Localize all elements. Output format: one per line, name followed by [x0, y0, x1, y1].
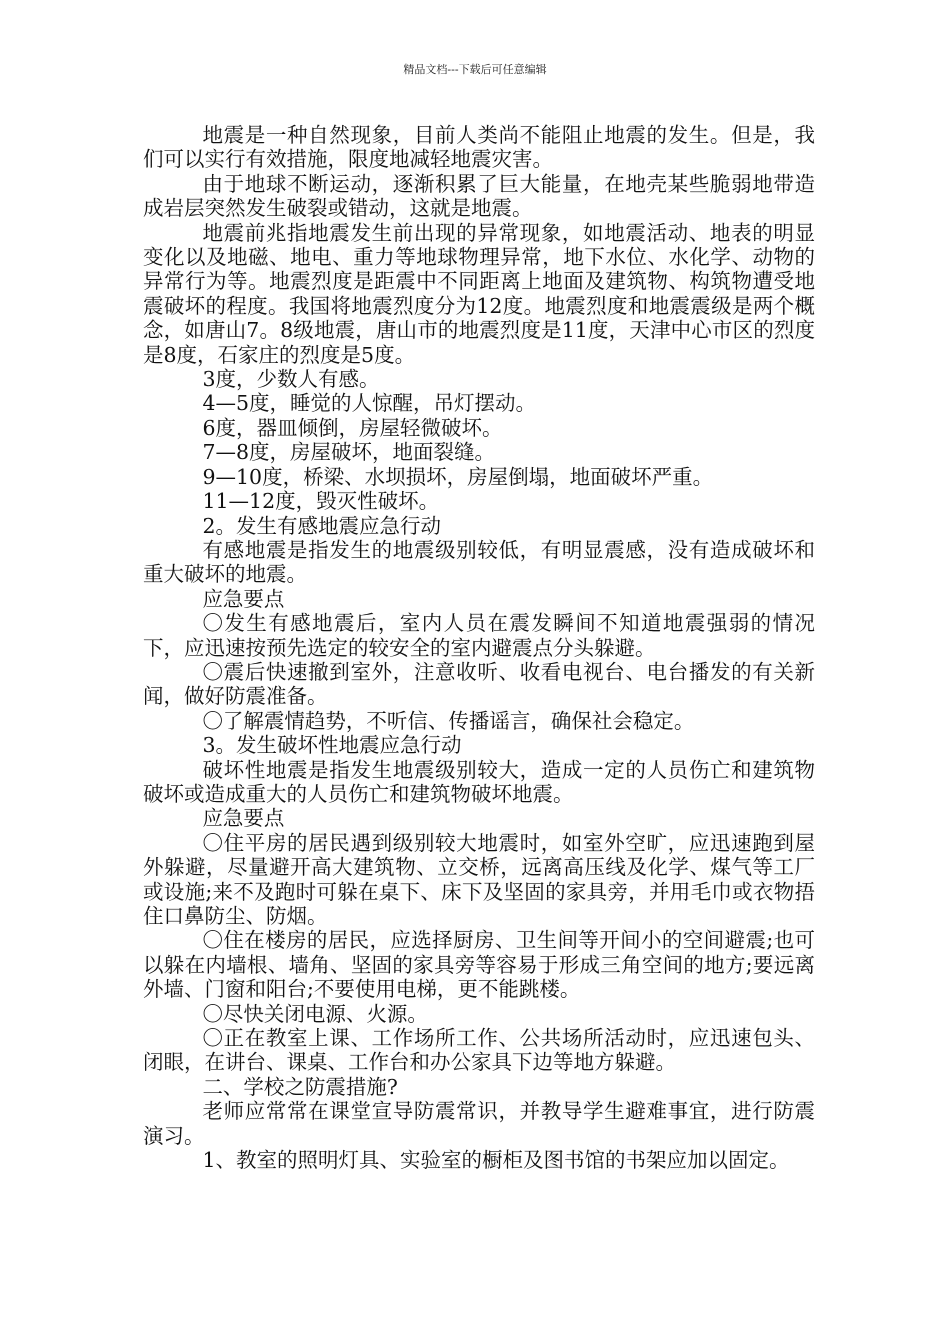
bullet-item: 〇发生有感地震后，室内人员在震发瞬间不知道地震强弱的情况下，应迅速按预先选定的较安全的室内避震点分头躲避。	[143, 611, 815, 660]
bullet-item: 〇正在教室上课、工作场所工作、公共场所活动时，应迅速包头、闭眼，在讲台、课桌、工作台和办公家具下边等地方躲避。	[143, 1026, 815, 1075]
subheading: 应急要点	[202, 586, 285, 611]
intensity-item: 6度，器皿倾倒，房屋轻微破坏。	[202, 415, 503, 440]
paragraph: 有感地震是指发生的地震级别较低，有明显震感，没有造成破坏和重大破坏的地震。	[143, 537, 815, 587]
bullet-item: 〇尽快关闭电源、火源。	[202, 1001, 428, 1026]
page-header: 精品文档---下载后可任意编辑	[403, 63, 547, 76]
section-heading: 二、学校之防震措施?	[202, 1074, 398, 1099]
subheading: 应急要点	[202, 806, 285, 831]
bullet-item: 〇住在楼房的居民，应选择厨房、卫生间等开间小的空间避震;也可以躲在内墙根、墙角、坚固的家具旁等容易于形成三角空间的地方;要远离外墙、门窗和阳台;不要使用电梯，更不能跳楼。	[143, 928, 815, 1002]
paragraph: 由于地球不断运动，逐渐积累了巨大能量，在地壳某些脆弱地带造成岩层突然发生破裂或错动，这就是地震。	[143, 171, 815, 221]
paragraph: 老师应常常在课堂宣导防震常识，并教导学生避难事宜，进行防震演习。	[143, 1099, 815, 1148]
paragraph: 地震是一种自然现象，目前人类尚不能阻止地震的发生。但是，我们可以实行有效措施，限度地减轻地震灾害。	[143, 123, 815, 172]
intensity-item: 9—10度，桥梁、水坝损坏，房屋倒塌，地面破坏严重。	[202, 464, 714, 489]
intensity-item: 4—5度，睡觉的人惊醒，吊灯摆动。	[202, 391, 537, 416]
intensity-item: 3度，少数人有感。	[202, 367, 380, 392]
document-body	[143, 123, 815, 1172]
bullet-item: 〇了解震情趋势，不听信、传播谣言，确保社会稳定。	[202, 708, 695, 733]
paragraph: 破坏性地震是指发生地震级别较大，造成一定的人员伤亡和建筑物破坏或造成重大的人员伤亡和建筑物破坏地震。	[143, 757, 815, 806]
bullet-item: 〇住平房的居民遇到级别较大地震时，如室外空旷，应迅速跑到屋外躲避，尽量避开高大建筑物、立交桥，远离高压线及化学、煤气等工厂或设施;来不及跑时可躲在桌下、床下及坚固的家具旁，并用毛巾或衣物捂住口鼻防尘、防烟。	[143, 830, 815, 928]
intensity-item: 11—12度，毁灭性破坏。	[202, 489, 440, 514]
intensity-item: 7—8度，房屋破坏，地面裂缝。	[202, 440, 496, 465]
list-item: 1、教室的照明灯具、实验室的橱柜及图书馆的书架应加以固定。	[202, 1148, 790, 1173]
section-heading: 3。发生破坏性地震应急行动	[202, 733, 462, 758]
section-heading: 2。发生有感地震应急行动	[202, 513, 441, 538]
bullet-item: 〇震后快速撤到室外，注意收听、收看电视台、电台播发的有关新闻，做好防震准备。	[143, 659, 815, 709]
paragraph: 地震前兆指地震发生前出现的异常现象，如地震活动、地表的明显变化以及地磁、地电、重力等地球物理异常，地下水位、水化学、动物的异常行为等。地震烈度是距震中不同距离上地面及建筑物、构筑物遭受地震破坏的程度。我国将地震烈度分为12度。地震烈度和地震震级是两个概念，如唐山7。8级地震，唐山市的地震烈度是11度，天津中心市区的烈度是8度，石家庄的烈度是5度。	[143, 220, 815, 367]
